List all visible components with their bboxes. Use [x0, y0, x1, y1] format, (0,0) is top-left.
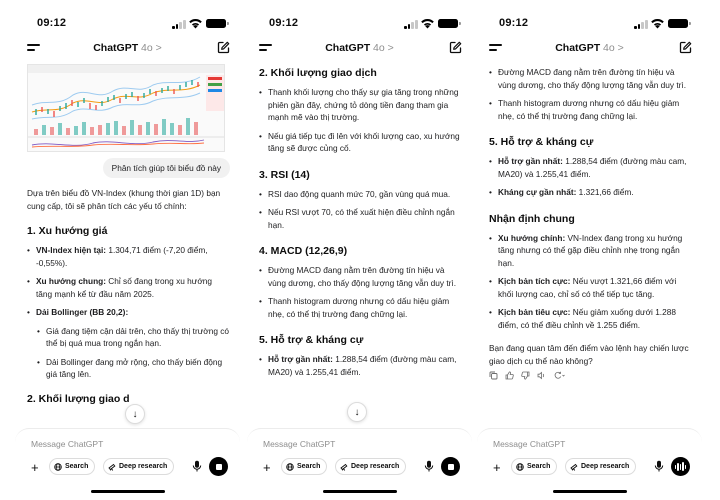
model-version: 4o > [373, 42, 394, 54]
list-item: • Hỗ trợ gần nhất: 1.288,54 điểm (đường màu cam, MA20) và 1.255,41 điểm. [259, 353, 462, 378]
battery-icon [206, 19, 226, 28]
globe-icon [54, 463, 62, 471]
stop-icon [448, 464, 454, 470]
section-heading: 3. RSI (14) [259, 168, 310, 181]
list-item: • Kịch bản tiêu cực: Nếu giảm xuống dưới 1.288 điểm, có thể điều chỉnh về 1.255 điểm. [489, 306, 692, 331]
section-heading: 2. Khối lượng giao d [27, 392, 130, 405]
chat-header [247, 38, 472, 60]
model-selector[interactable] [247, 42, 472, 54]
message-input[interactable]: Message ChatGPT [31, 439, 104, 449]
deep-research-label: Deep research [351, 463, 400, 470]
model-version: 4o > [603, 42, 624, 54]
section-heading: Nhận định chung [489, 212, 575, 225]
list-item: • Đường MACD đang nằm trên đường tín hiệu và vùng dương, cho thấy động lượng tăng vẫn duy trì. [489, 66, 692, 91]
stop-icon [216, 464, 222, 470]
scroll-down-button[interactable] [347, 402, 367, 422]
list-item: • Đường MACD đang nằm trên đường tín hiệu và vùng dương, cho thấy động lượng tăng vẫn duy trì. [259, 264, 462, 289]
user-message-bubble: Phân tích giúp tôi biểu đồ này [103, 158, 230, 178]
deep-research-button[interactable] [565, 458, 636, 475]
message-composer [15, 428, 240, 500]
plus-icon[interactable]: + [31, 460, 39, 475]
home-indicator [323, 490, 397, 494]
list-item: • Thanh histogram dương nhưng có dấu hiệu giảm nhẹ, có thể thị trường đang chững lại. [489, 97, 692, 122]
message-composer [247, 428, 472, 500]
chat-content[interactable] [247, 62, 472, 430]
deep-research-label: Deep research [119, 463, 168, 470]
telescope-icon [570, 463, 578, 471]
section-heading: 1. Xu hướng giá [27, 225, 108, 237]
microphone-icon[interactable] [192, 460, 202, 472]
model-selector[interactable] [15, 42, 240, 54]
thumbs-up-icon[interactable] [505, 371, 514, 380]
section-heading: 5. Hỗ trợ & kháng cự [489, 136, 594, 148]
section-heading: 5. Hỗ trợ & kháng cự [259, 334, 364, 346]
chat-content[interactable] [477, 62, 702, 430]
cellular-signal-icon [634, 20, 648, 29]
message-input[interactable]: Message ChatGPT [493, 439, 566, 449]
search-button-label: Search [527, 463, 551, 470]
assistant-response [489, 66, 692, 380]
microphone-icon[interactable] [424, 460, 434, 472]
message-input[interactable]: Message ChatGPT [263, 439, 336, 449]
deep-research-button[interactable] [335, 458, 406, 475]
scroll-down-button[interactable] [125, 404, 145, 424]
deep-research-button[interactable] [103, 458, 174, 475]
search-button[interactable] [49, 458, 95, 475]
deep-research-label: Deep research [581, 463, 630, 470]
new-chat-icon[interactable] [449, 41, 462, 54]
globe-icon [516, 463, 524, 471]
microphone-icon[interactable] [654, 460, 664, 472]
list-item: • Xu hướng chung: Chỉ số đang trong xu hướng tăng mạnh kể từ đầu năm 2025. [27, 275, 230, 300]
list-item: • Nếu RSI vượt 70, có thể xuất hiện điều chỉnh ngắn hạn. [259, 206, 462, 231]
new-chat-icon[interactable] [217, 41, 230, 54]
search-button-label: Search [65, 463, 89, 470]
list-item: • Nếu giá tiếp tục đi lên với khối lượng cao, xu hướng tăng sẽ được củng cố. [259, 130, 462, 155]
assistant-response [27, 187, 230, 406]
phone-screen-1 [15, 0, 240, 500]
list-item: • Giá đang tiệm cận dải trên, cho thấy thị trường có thể bị quá mua trong ngắn hạn. [37, 325, 230, 350]
cellular-signal-icon [404, 20, 418, 29]
status-time: 09:12 [499, 17, 529, 29]
chat-header [477, 38, 702, 60]
globe-icon [286, 463, 294, 471]
stop-generating-button[interactable] [441, 457, 460, 476]
status-bar [247, 0, 472, 34]
message-actions [489, 371, 692, 380]
telescope-icon [108, 463, 116, 471]
wifi-icon [421, 18, 434, 29]
section-heading: 2. Khối lượng giao dịch [259, 67, 377, 79]
search-button-label: Search [297, 463, 321, 470]
battery-icon [438, 19, 458, 28]
model-version: 4o > [141, 42, 162, 54]
message-composer [477, 428, 702, 500]
list-item: • Kháng cự gần nhất: 1.321,66 điểm. [489, 186, 692, 199]
search-button[interactable] [281, 458, 327, 475]
voice-mode-button[interactable] [671, 457, 690, 476]
status-bar [15, 0, 240, 34]
telescope-icon [340, 463, 348, 471]
status-time: 09:12 [269, 17, 299, 29]
list-item: • Hỗ trợ gần nhất: 1.288,54 điểm (đường màu cam, MA20) và 1.255,41 điểm. [489, 155, 692, 180]
app-title: ChatGPT [555, 42, 601, 54]
chat-content[interactable] [15, 62, 240, 430]
follow-up-question: Bạn đang quan tâm đến điểm vào lệnh hay chiến lược giao dịch cụ thể nào không? [489, 343, 689, 366]
wifi-icon [651, 18, 664, 29]
thumbs-down-icon[interactable] [521, 371, 530, 380]
phone-screen-2 [247, 0, 472, 500]
list-item: • RSI dao động quanh mức 70, gần vùng quá mua. [259, 188, 462, 201]
arrow-down-icon: ↓ [354, 406, 360, 418]
plus-icon[interactable]: + [263, 460, 271, 475]
list-item: • Thanh khối lượng cho thấy sự gia tăng trong những phiên gần đây, chứng tỏ dòng tiền đang tham gia mạnh mẽ vào thị trường. [259, 86, 462, 124]
speaker-icon[interactable] [537, 371, 546, 380]
app-title: ChatGPT [325, 42, 371, 54]
home-indicator [553, 490, 627, 494]
wifi-icon [189, 18, 202, 29]
response-intro: Dựa trên biểu đồ VN-Index (khung thời gian 1D) bạn cung cấp, tôi sẽ phân tích các yếu tố chính: [27, 188, 221, 211]
list-item: • Kịch bản tích cực: Nếu vượt 1.321,66 điểm với khối lượng cao, chỉ số có thể tiếp tục tăng. [489, 275, 692, 300]
uploaded-chart-image[interactable] [27, 64, 225, 152]
plus-icon[interactable]: + [493, 460, 501, 475]
list-item: • Dải Bollinger đang mở rộng, cho thấy biến động giá tăng lên. [37, 356, 230, 381]
assistant-response [259, 66, 462, 378]
section-heading: 4. MACD (12,26,9) [259, 245, 348, 257]
status-time: 09:12 [37, 17, 67, 29]
arrow-down-icon: ↓ [132, 408, 138, 420]
list-item: • VN-Index hiện tại: 1.304,71 điểm (-7,20 điểm, -0,55%). [27, 244, 230, 269]
battery-icon [668, 19, 688, 28]
list-item: • Dải Bollinger (BB 20,2): [27, 306, 230, 319]
app-title: ChatGPT [93, 42, 139, 54]
cellular-signal-icon [172, 20, 186, 29]
list-item: • Thanh histogram dương nhưng có dấu hiệu giảm nhẹ, có thể thị trường đang chững lại. [259, 295, 462, 320]
phone-screen-3 [477, 0, 702, 500]
regenerate-icon[interactable] [553, 371, 565, 380]
new-chat-icon[interactable] [679, 41, 692, 54]
model-selector[interactable] [477, 42, 702, 54]
status-bar [477, 0, 702, 34]
stop-generating-button[interactable] [209, 457, 228, 476]
search-button[interactable] [511, 458, 557, 475]
list-item: • Xu hướng chính: VN-Index đang trong xu hướng tăng nhưng có thể gặp điều chỉnh nhẹ trong ngắn hạn. [489, 232, 692, 270]
home-indicator [91, 490, 165, 494]
chat-header [15, 38, 240, 60]
copy-icon[interactable] [489, 371, 498, 380]
